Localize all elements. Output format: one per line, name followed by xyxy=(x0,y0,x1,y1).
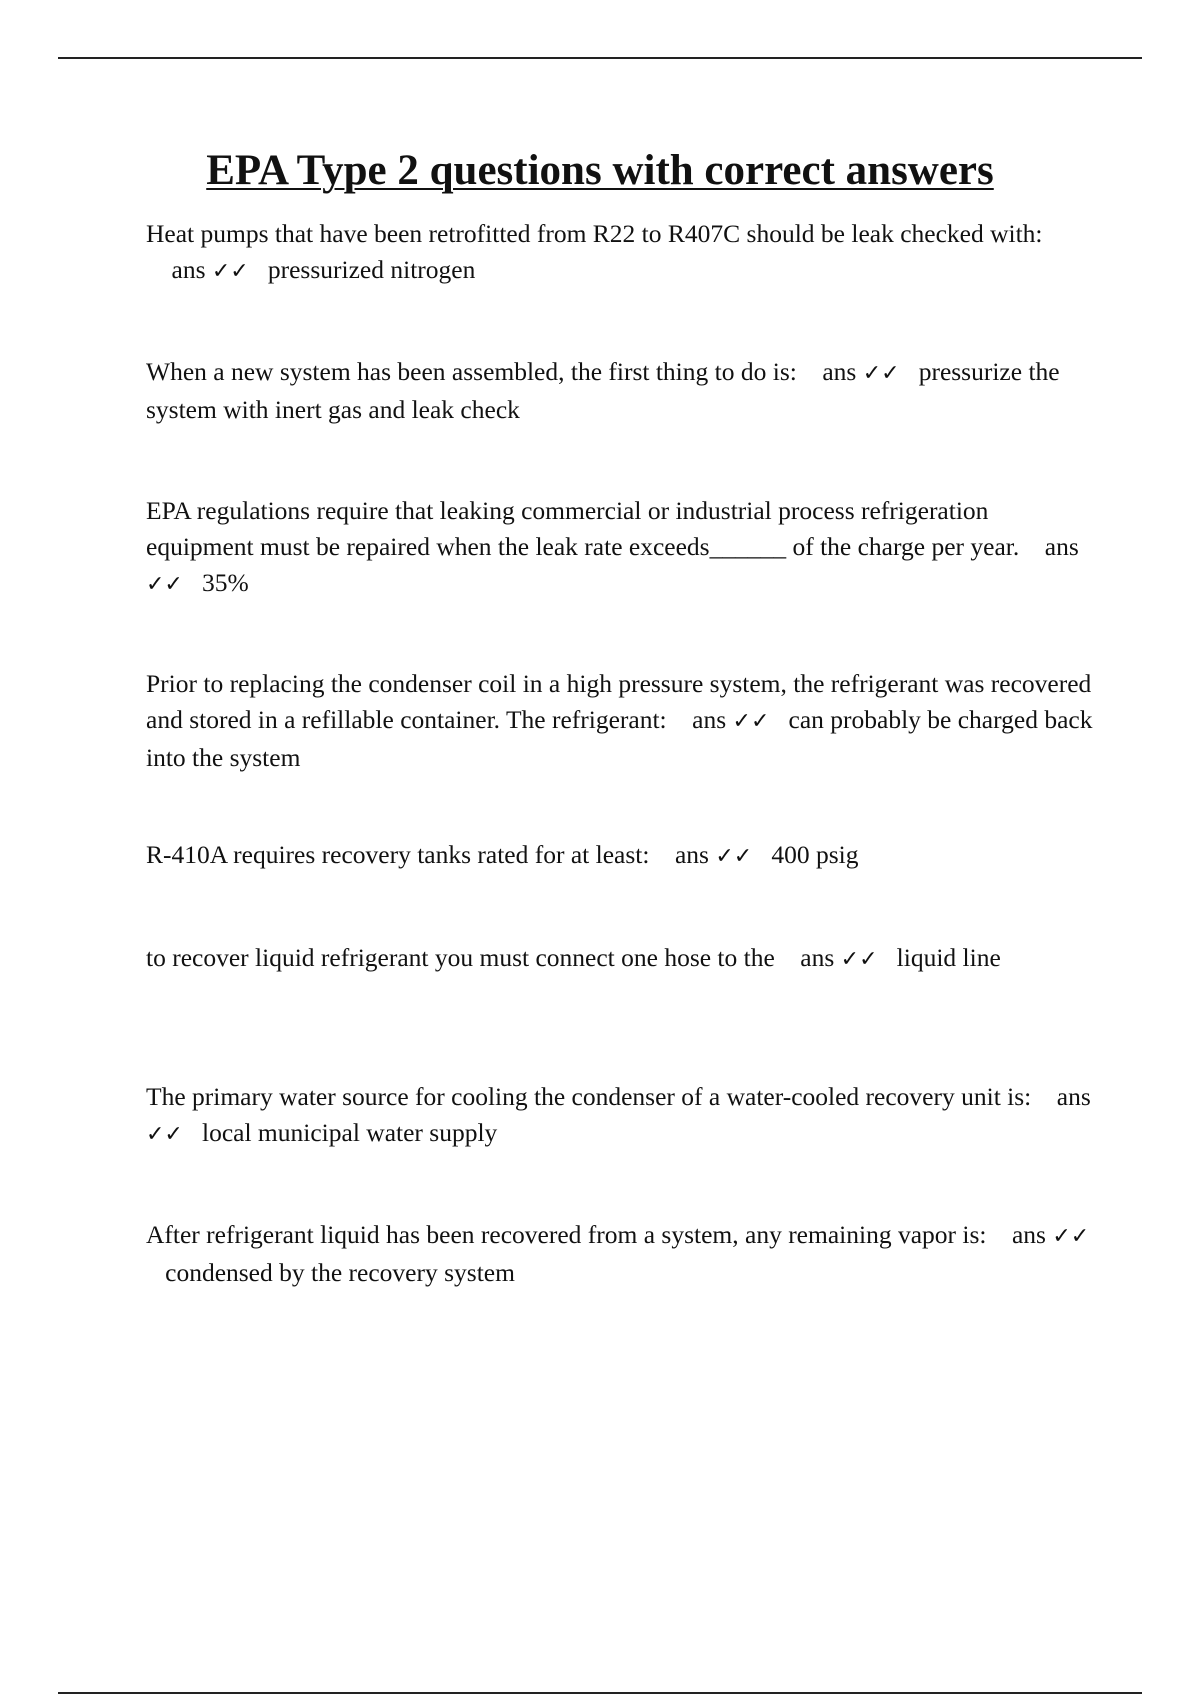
answer-marker: ans xyxy=(800,943,835,972)
answer-marker: ans xyxy=(1044,532,1079,561)
qa-item xyxy=(146,666,1096,776)
question-text: When a new system has been assembled, the first thing to do is: xyxy=(146,357,797,386)
question-text: to recover liquid refrigerant you must connect one hose to the xyxy=(146,943,775,972)
qa-item xyxy=(146,940,1096,978)
question-text: The primary water source for cooling the condenser of a water-cooled recovery unit is: xyxy=(146,1082,1032,1111)
answer-text: pressurize the system with inert gas and leak check xyxy=(146,357,1060,424)
question-text: Prior to replacing the condenser coil in a high pressure system, the refrigerant was recovered and stored in a refillable container. The refrigerant: xyxy=(146,669,1092,734)
check-icon: ✓✓ xyxy=(732,709,770,734)
qa-item xyxy=(146,354,1096,428)
answer-marker: ans xyxy=(692,705,727,734)
answer-text: 35% xyxy=(202,568,249,597)
qa-item xyxy=(146,216,1096,290)
check-icon: ✓✓ xyxy=(862,361,900,386)
qa-item xyxy=(146,837,1096,875)
check-icon: ✓✓ xyxy=(1052,1224,1090,1249)
qa-item xyxy=(146,493,1096,603)
answer-text: local municipal water supply xyxy=(202,1118,498,1147)
check-icon: ✓✓ xyxy=(146,1122,183,1147)
qa-item xyxy=(146,1217,1096,1291)
question-text: Heat pumps that have been retrofitted from R22 to R407C should be leak checked with: xyxy=(146,219,1043,248)
answer-marker: ans xyxy=(674,840,709,869)
answer-marker: ans xyxy=(1011,1220,1046,1249)
question-text: EPA regulations require that leaking commercial or industrial process refrigeration equipment must be repaired when the leak rate exceeds______ of the charge per year. xyxy=(146,496,1020,561)
answer-text: pressurized nitrogen xyxy=(267,255,476,284)
check-icon: ✓✓ xyxy=(840,947,878,972)
header-rule xyxy=(58,57,1142,59)
document-title: EPA Type 2 questions with correct answers xyxy=(206,147,994,194)
question-text: R-410A requires recovery tanks rated for at least: xyxy=(146,840,650,869)
answer-marker: ans xyxy=(171,255,206,284)
answer-text: can probably be charged back into the system xyxy=(146,705,1093,772)
qa-item xyxy=(146,1079,1096,1153)
answer-text: liquid line xyxy=(896,943,1001,972)
answer-marker: ans xyxy=(822,357,857,386)
footer-rule xyxy=(58,1692,1142,1694)
check-icon: ✓✓ xyxy=(715,844,753,869)
question-text: After refrigerant liquid has been recovered from a system, any remaining vapor is: xyxy=(146,1220,987,1249)
answer-text: 400 psig xyxy=(771,840,859,869)
answer-marker: ans xyxy=(1056,1082,1091,1111)
check-icon: ✓✓ xyxy=(146,572,183,597)
answer-text: condensed by the recovery system xyxy=(165,1258,515,1287)
check-icon: ✓✓ xyxy=(211,259,249,284)
